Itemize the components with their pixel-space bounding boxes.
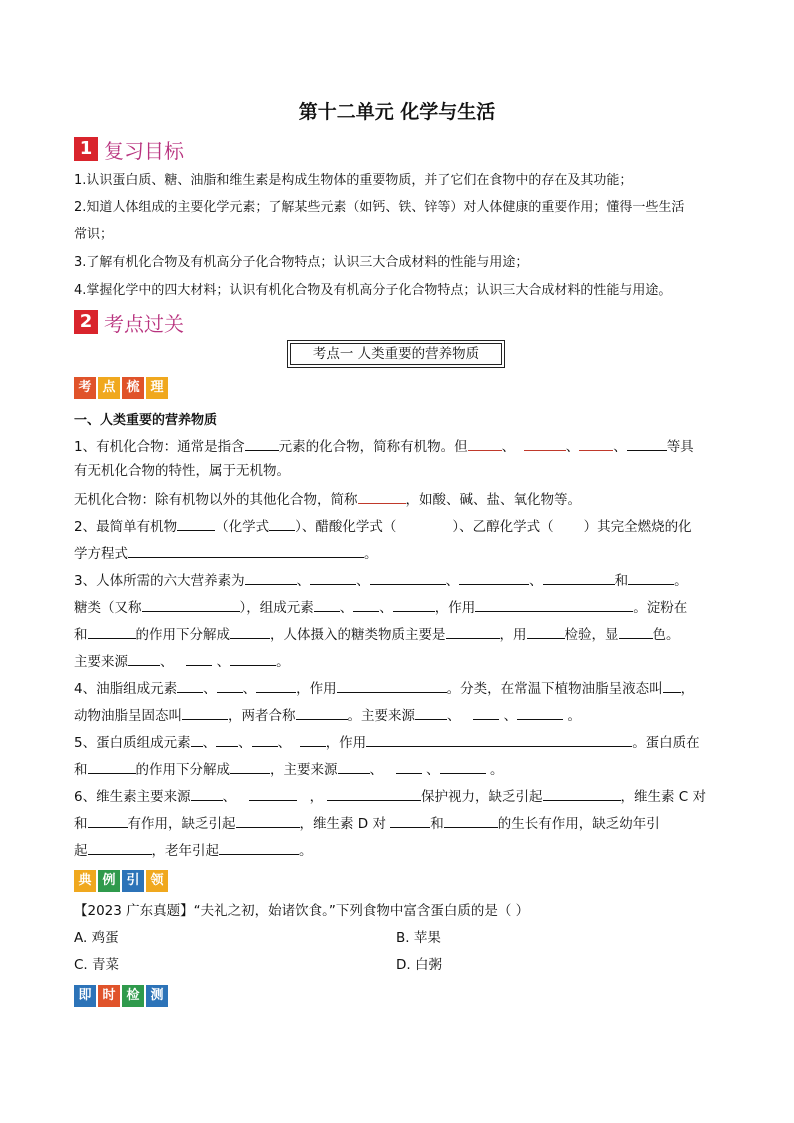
tag-char: 检 [122,985,144,1007]
question-6-line-2: 和 有作用，缺乏引起 ，维生素 D 对 和 的生长有作用，缺乏幼年引 [74,816,660,832]
question-3-line-2: 糖类（又称 ），组成元素 、 、 ，作用 。淀粉在 [74,600,688,616]
tag-exam-point-review [74,377,168,399]
goal-line: 常识； [74,227,114,242]
tag-instant-check [74,985,168,1007]
section-number-badge: 2 [74,310,98,334]
tag-char: 梳 [122,377,144,399]
section-exam-points [74,309,184,335]
example-question-stem: 【2023 广东真题】“夫礼之初，始诸饮食。”下列食物中富含蛋白质的是（ ） [74,903,530,919]
exam-point-title-box: 考点一 人类重要的营养物质 [290,343,502,365]
question-1-line-2: 有无机化合物的特性，属于无机物。 [74,463,290,479]
section-number-badge: 1 [74,137,98,161]
question-4-line-1: 4、油脂组成元素 、 、 ，作用 。分类，在常温下植物油脂呈液态叫 ， [74,681,695,697]
question-4-line-2: 动物油脂呈固态叫 ，两者合称 。主要来源 、 、 。 [74,708,581,724]
subheading: 一、人类重要的营养物质 [74,413,218,428]
question-3-line-1: 3、人体所需的六大营养素为 、 、 、 、 和 。 [74,573,688,589]
option-b: B. 苹果 [396,930,441,946]
question-3-line-4: 主要来源 、 、 。 [74,654,290,670]
question-1-line-1: 1、有机化合物：通常是指含 元素的化合物，简称有机物。但 、 、 、 等具 [74,439,694,455]
question-6-line-1: 6、维生素主要来源 、 ， [74,789,324,805]
section-title: 复习目标 [104,138,184,163]
tag-char: 考 [74,377,96,399]
section-title: 考点过关 [104,311,184,336]
question-6-line-1-tail: 保护视力，缺乏引起 ，维生素 C 对 [327,787,706,805]
question-3-line-3: 和 的作用下分解成 ，人体摄入的糖类物质主要是 ，用 检验，显 色。 [74,627,680,643]
question-1-line-3: 无机化合物：除有机物以外的其他化合物，简称 ，如酸、碱、盐、氧化物等。 [74,492,581,508]
goal-line: 2.知道人体组成的主要化学元素；了解某些元素（如钙、铁、锌等）对人体健康的重要作用；懂得一些生活 [74,200,685,215]
option-c: C. 青菜 [74,957,120,973]
tag-typical-example [74,870,168,892]
question-6-line-3: 起 ，老年引起 。 [74,843,313,859]
tag-char: 点 [98,377,120,399]
goal-line: 3.了解有机化合物及有机高分子化合物特点；认识三大合成材料的性能与用途； [74,255,529,270]
goal-line: 4.掌握化学中的四大材料；认识有机化合物及有机高分子化合物特点；认识三大合成材料的性能与用途。 [74,283,672,298]
tag-char: 测 [146,985,168,1007]
question-5-line-1: 5、蛋白质组成元素 、 、 、 ，作用 。蛋白质在 [74,735,700,751]
page-title: 第十二单元 化学与生活 [298,101,496,123]
tag-char: 引 [122,870,144,892]
goal-line: 1.认识蛋白质、糖、油脂和维生素是构成生物体的重要物质，并了它们在食物中的存在及其功能； [74,173,633,188]
question-2-line-2: 学方程式 。 [74,546,378,562]
tag-char: 理 [146,377,168,399]
section-review-goals [74,136,184,162]
question-5-line-2: 和 的作用下分解成 ，主要来源 、 、 。 [74,762,504,778]
tag-char: 典 [74,870,96,892]
tag-char: 领 [146,870,168,892]
option-d: D. 白粥 [396,957,442,973]
option-a: A. 鸡蛋 [74,930,119,946]
question-2-line-1: 2、最简单有机物 （化学式 ）、醋酸化学式（ ）、乙醇化学式（ ）其完全燃烧的化 [74,519,692,535]
tag-char: 时 [98,985,120,1007]
tag-char: 即 [74,985,96,1007]
tag-char: 例 [98,870,120,892]
